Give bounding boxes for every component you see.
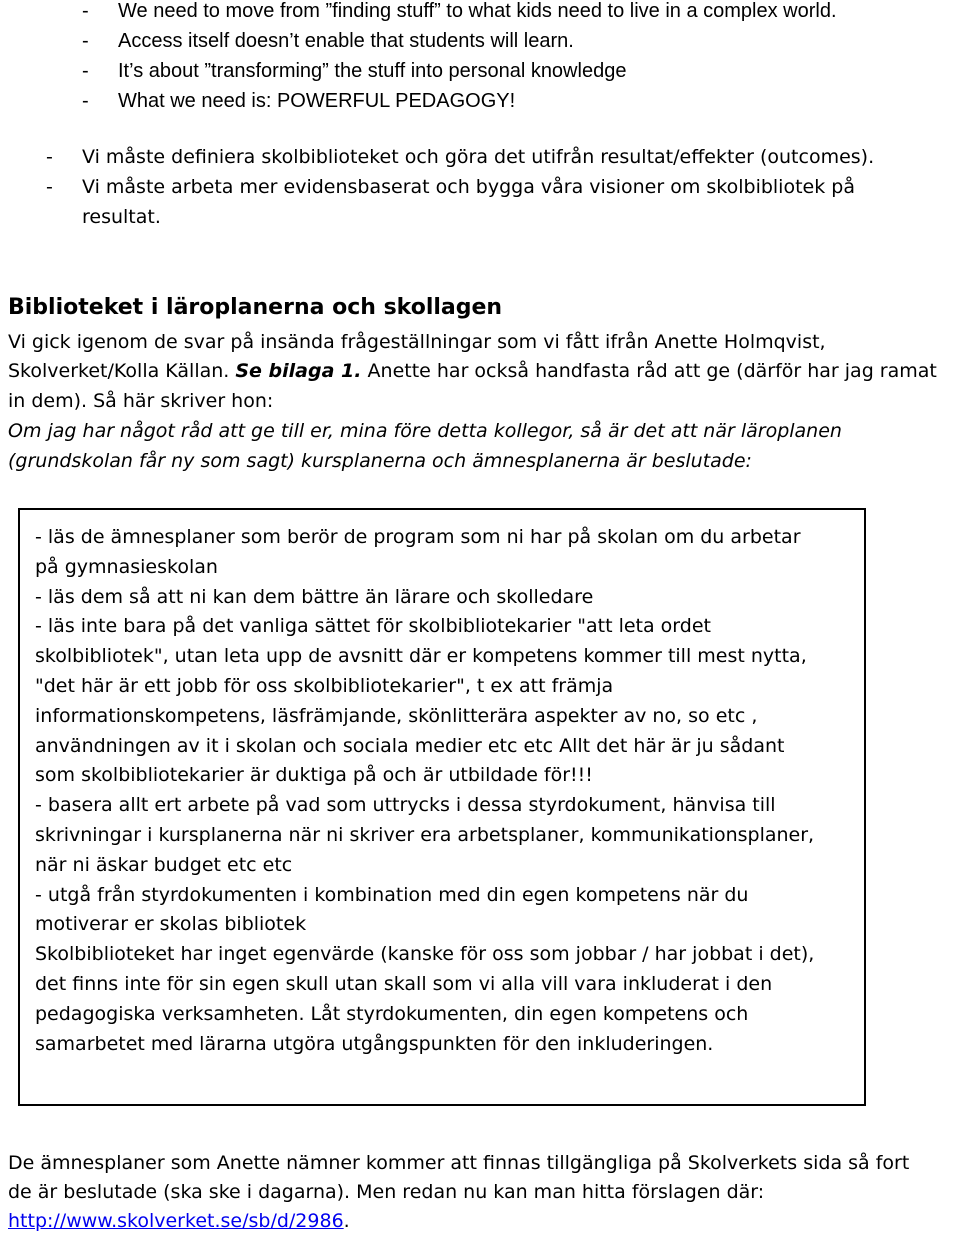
advice-box-line: - läs de ämnesplaner som berör de program som ni har på skolan om du arbetar (35, 526, 801, 548)
english-bullet: We need to move from ”finding stuff” to what kids need to live in a complex world. (118, 0, 837, 22)
quote-line: Om jag har något råd att ge till er, mina före detta kollegor, så är det att när läroplanen (8, 420, 842, 442)
swedish-bullet: Vi måste arbeta mer evidensbaserat och bygga våra visioner om skolbibliotek på (82, 176, 855, 198)
advice-box-line: - utgå från styrdokumenten i kombination med din egen kompetens när du (35, 883, 749, 906)
advice-box-line: skolbibliotek", utan leta upp de avsnitt där er kompetens kommer till mest nytta, (35, 645, 807, 668)
advice-box-line: skrivningar i kursplanerna när ni skriver era arbetsplaner, kommunikationsplaner, (35, 824, 815, 846)
english-bullet: It’s about ”transforming” the stuff into personal knowledge (118, 60, 627, 82)
swedish-bullet-continuation: resultat. (82, 206, 161, 228)
advice-box-line: pedagogiska verksamheten. Låt styrdokumenten, din egen kompetens och (35, 1002, 749, 1025)
attachment-reference: Se bilaga 1. (235, 360, 362, 382)
footer-line (8, 1206, 350, 1236)
bullet-dash: - (82, 60, 89, 82)
bullet-dash: - (46, 146, 53, 168)
advice-box-line: informationskompetens, läsfrämjande, skönlitterära aspekter av no, so etc , (35, 704, 758, 727)
paragraph-text: Skolverket/Kolla Källan. (8, 360, 236, 382)
paragraph-text: Anette har också handfasta råd att ge (därför har jag ramat (361, 360, 937, 382)
bullet-dash: - (82, 30, 89, 52)
footer-period: . (343, 1210, 350, 1232)
footer-line: de är beslutade (ska ske i dagarna). Men redan nu kan man hitta förslagen där: (8, 1181, 765, 1203)
bullet-dash: - (46, 176, 53, 198)
advice-box-line: "det här är ett jobb för oss skolbibliotekarier", t ex att främja (35, 675, 614, 697)
section-heading: Biblioteket i läroplanerna och skollagen (8, 295, 503, 320)
advice-box-line: samarbetet med lärarna utgöra utgångspunkten för den inkluderingen. (35, 1032, 714, 1055)
advice-box-line: som skolbibliotekarier är duktiga på och är utbildade för!!! (35, 764, 593, 787)
quote-line: (grundskolan får ny som sagt) kursplanerna och ämnesplanerna är beslutade: (8, 450, 752, 472)
advice-box-line: det finns inte för sin egen skull utan skall som vi alla vill vara inkluderat i den (35, 973, 773, 995)
english-bullet: Access itself doesn’t enable that students will learn. (118, 30, 574, 52)
advice-box-line: - läs dem så att ni kan dem bättre än lärare och skolledare (35, 585, 594, 608)
paragraph-line (8, 356, 937, 386)
advice-box-line: Skolbiblioteket har inget egenvärde (kanske för oss som jobbar / har jobbat i det), (35, 943, 815, 966)
advice-box-line: - basera allt ert arbete på vad som uttrycks i dessa styrdokument, hänvisa till (35, 794, 776, 817)
advice-box-line: när ni äskar budget etc etc (35, 853, 293, 876)
advice-box-line: användningen av it i skolan och sociala medier etc etc Allt det här är ju sådant (35, 734, 785, 757)
paragraph-line: in dem). Så här skriver hon: (8, 390, 274, 412)
swedish-bullet: Vi måste definiera skolbiblioteket och göra det utifrån resultat/effekter (outcomes). (82, 146, 875, 168)
advice-box-line: på gymnasieskolan (35, 555, 218, 578)
paragraph-line: Vi gick igenom de svar på insända frågeställningar som vi fått ifrån Anette Holmqvist, (8, 331, 826, 353)
bullet-dash: - (82, 90, 89, 112)
advice-box-line: - läs inte bara på det vanliga sättet för skolbibliotekarier "att leta ordet (35, 615, 711, 638)
bullet-dash: - (82, 0, 89, 22)
skolverket-link[interactable]: http://www.skolverket.se/sb/d/2986 (8, 1210, 344, 1232)
english-bullet: What we need is: POWERFUL PEDAGOGY! (118, 90, 516, 112)
advice-box-line: motiverar er skolas bibliotek (35, 913, 307, 936)
footer-line: De ämnesplaner som Anette nämner kommer att finnas tillgängliga på Skolverkets sida så fort (8, 1152, 910, 1174)
